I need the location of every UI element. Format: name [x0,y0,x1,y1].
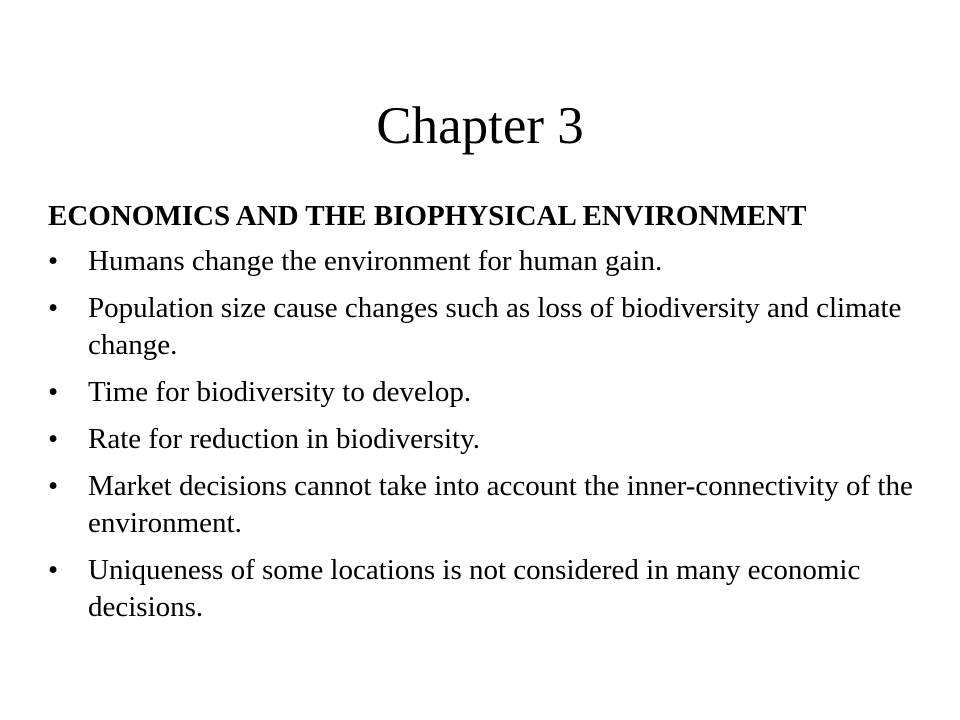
bullet-item [48,243,953,280]
bullet-item [48,552,953,626]
bullet-text: Humans change the environment for human gain. [88,245,663,277]
bullet-item [48,468,953,542]
bullet-dot-icon: • [48,554,59,586]
slide-body [48,198,953,636]
bullet-text: Population size cause changes such as loss of biodiversity and climate change. [88,292,902,361]
bullet-item [48,421,953,458]
bullet-dot-icon: • [48,376,59,408]
bullet-text: Time for biodiversity to develop. [88,376,472,408]
bullet-text: Rate for reduction in biodiversity. [88,423,480,455]
bullet-list [48,243,953,626]
bullet-item [48,290,953,364]
bullet-dot-icon: • [48,470,59,502]
bullet-dot-icon: • [48,292,59,324]
bullet-item [48,374,953,411]
bullet-text: Market decisions cannot take into account the inner-connectivity of the environment. [88,470,913,539]
bullet-dot-icon: • [48,245,59,277]
bullet-text: Uniqueness of some locations is not considered in many economic decisions. [88,554,861,623]
bullet-dot-icon: • [48,423,59,455]
slide-title: Chapter 3 [376,97,584,155]
section-heading: ECONOMICS AND THE BIOPHYSICAL ENVIRONMENT [48,200,807,232]
